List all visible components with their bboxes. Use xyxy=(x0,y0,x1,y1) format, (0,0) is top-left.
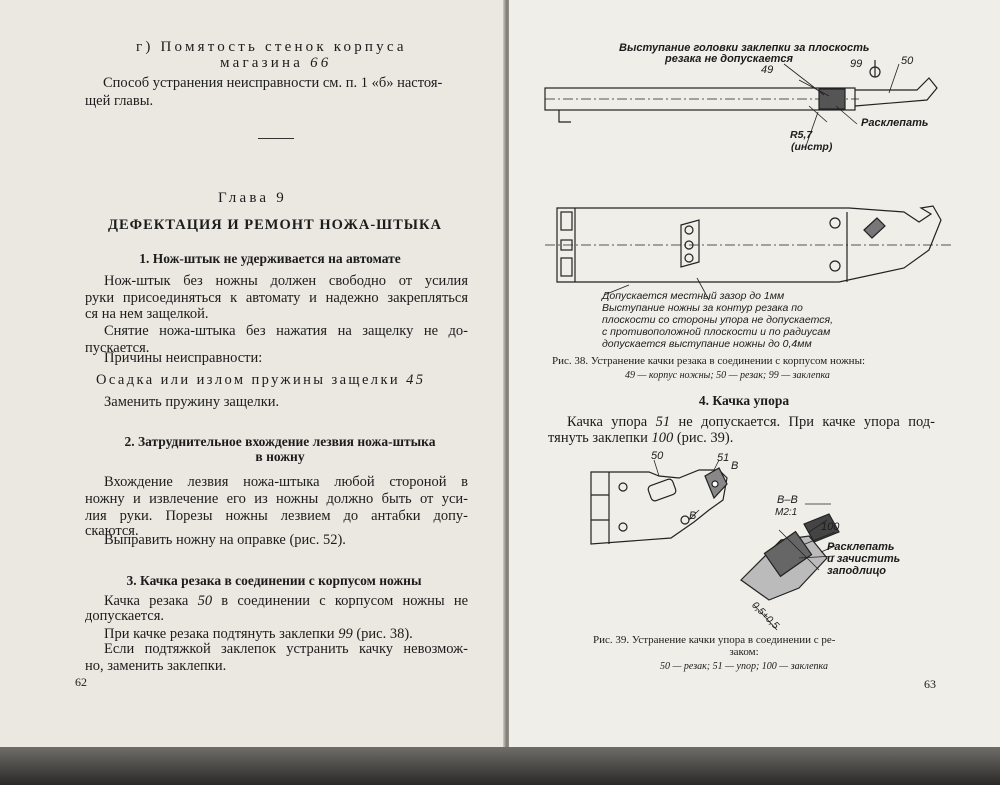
fig39-label-100: 100 xyxy=(821,521,840,533)
fig38-label-49: 49 xyxy=(761,64,774,76)
fig39-caption-1: Рис. 39. Устранение качки упора в соединении с ре- xyxy=(593,634,836,646)
s4-p1-num: 51 xyxy=(655,414,671,430)
fig39-note-3: заподлицо xyxy=(827,565,886,577)
chapter-number: Глава 9 xyxy=(218,190,287,206)
section-4-title: 4. Качка упора xyxy=(698,393,790,408)
s3-p1-num: 50 xyxy=(197,593,213,609)
item-g-num: 66 xyxy=(310,55,332,71)
fig39-dim: 0,5+0,5 xyxy=(749,600,781,632)
s1-p1-line3: ся на нем защелкой. xyxy=(85,306,209,322)
fig39-label-b-bottom: В xyxy=(689,510,697,522)
s1-causes: Причины неисправности: xyxy=(104,350,263,366)
separator-rule xyxy=(258,138,294,139)
s4-p1-d: (рис. 39). xyxy=(676,430,734,446)
fig38-caption: Рис. 38. Устранение качки резака в соединении с корпусом ножны: xyxy=(552,355,866,367)
s4-p1-num2: 100 xyxy=(651,430,674,446)
fig39-label-50: 50 xyxy=(651,450,664,462)
section-3-title: 3. Качка резака в соединении с корпусом ножны xyxy=(126,573,422,588)
s4-p1-b: не допускается. При качке упора под- xyxy=(678,414,935,430)
s3-p2-num: 99 xyxy=(338,626,353,642)
s2-p1-line2: ножну и извлечение его из ножны должно быть от уси- xyxy=(85,491,468,507)
s4-p1-line1 xyxy=(567,414,935,431)
remedy-line2: щей главы. xyxy=(85,93,154,109)
fig38-r57: R5,7 xyxy=(790,129,813,141)
item-g-line2 xyxy=(220,55,331,72)
s3-p2-a: При качке резака подтянуть заклепки xyxy=(104,626,335,642)
s4-p1-c: тянуть заклепки xyxy=(548,430,648,446)
remedy-line1: Способ устранения неисправности см. п. 1 «б» настоя- xyxy=(103,75,443,91)
s1-fix: Заменить пружину защелки. xyxy=(104,394,280,410)
scan-shadow xyxy=(0,747,1000,785)
s1-cause1-num: 45 xyxy=(406,372,426,388)
s3-p1-b: в соединении с корпусом ножны не xyxy=(221,593,469,609)
fig38-note-bottom-1: Допускается местный зазор до 1мм xyxy=(602,290,785,302)
s3-p2-b: (рис. 38). xyxy=(356,626,413,642)
s3-p3-line1: Если подтяжкой заклепок устранить качку невозмож- xyxy=(104,641,468,657)
s3-p1-a: Качка резака xyxy=(104,593,189,609)
section-2-title-1: 2. Затруднительное вхождение лезвия ножа-штыка xyxy=(124,434,436,449)
s2-p1-line4: скаются. xyxy=(85,523,139,539)
fig39-section: В–В xyxy=(777,494,798,506)
fig39-label-51: 51 xyxy=(717,452,730,464)
chapter-title: ДЕФЕКТАЦИЯ И РЕМОНТ НОЖА-ШТЫКА xyxy=(108,217,442,233)
fig39-caption-2: заком: xyxy=(729,646,759,658)
s1-cause1 xyxy=(96,372,425,389)
fig39-scale: М2:1 xyxy=(775,507,798,518)
fig39-note-2: и зачистить xyxy=(827,553,901,565)
s3-p3-line2: но, заменить заклепки. xyxy=(85,658,227,674)
page-number-right: 63 xyxy=(924,677,936,691)
s2-p1-line1: Вхождение лезвия ножа-штыка любой стороной в xyxy=(104,474,468,490)
fig38-instr: (инстр) xyxy=(791,141,833,153)
fig38-label-50: 50 xyxy=(901,55,914,67)
s2-fix: Выправить ножну на оправке (рис. 52). xyxy=(104,532,346,548)
right-page xyxy=(509,0,1000,785)
fig39-legend: 50 — резак; 51 — упор; 100 — заклепка xyxy=(660,661,828,672)
fig38-note-bottom-2: Выступание ножны за контур резака по xyxy=(602,302,803,314)
s1-p1-line1: Нож-штык без ножны должен свободно от усилия xyxy=(104,273,468,289)
fig38-note-top-1: Выступание головки заклепки за плоскость xyxy=(619,42,870,54)
fig38-note-top-2: резака не допускается xyxy=(665,53,793,65)
s1-p2-line1: Снятие ножа-штыка без нажатия на защелку не до- xyxy=(104,323,468,339)
section-2-title-2: в ножну xyxy=(255,449,305,464)
fig38-label-99: 99 xyxy=(850,58,863,70)
section-1-title: 1. Нож-штык не удерживается на автомате xyxy=(139,251,401,266)
page-number-left: 62 xyxy=(75,675,87,689)
fig38-note-bottom-3: плоскости со стороны упора не допускается, xyxy=(602,314,834,326)
s1-cause1-text: Осадка или излом пружины защелки xyxy=(96,372,401,388)
item-g-text: магазина xyxy=(220,55,304,71)
s1-p1-line2: руки присоединяться к автомату и надежно закрепляться xyxy=(85,290,468,306)
s3-p1-line2: допускается. xyxy=(85,608,165,624)
fig38-note-bottom-5: допускается выступание ножны до 0,4мм xyxy=(602,338,812,350)
fig39-label-b-top: В xyxy=(731,460,739,472)
fig38-rasklepat: Расклепать xyxy=(861,117,929,129)
s4-p1-a: Качка упора xyxy=(567,414,648,430)
s2-p1-line3: лия руки. Порезы ножны лезвием до антабки допу- xyxy=(85,508,468,524)
fig39-note-1: Расклепать xyxy=(827,541,895,553)
s1-p2-line2: пускается. xyxy=(85,340,150,356)
fig38-legend: 49 — корпус ножны; 50 — резак; 99 — заклепка xyxy=(625,370,830,381)
fig38-note-bottom-4: с противоположной плоскости и по радиусам xyxy=(602,326,831,338)
item-g-line1: г) Помятость стенок корпуса xyxy=(136,39,407,55)
